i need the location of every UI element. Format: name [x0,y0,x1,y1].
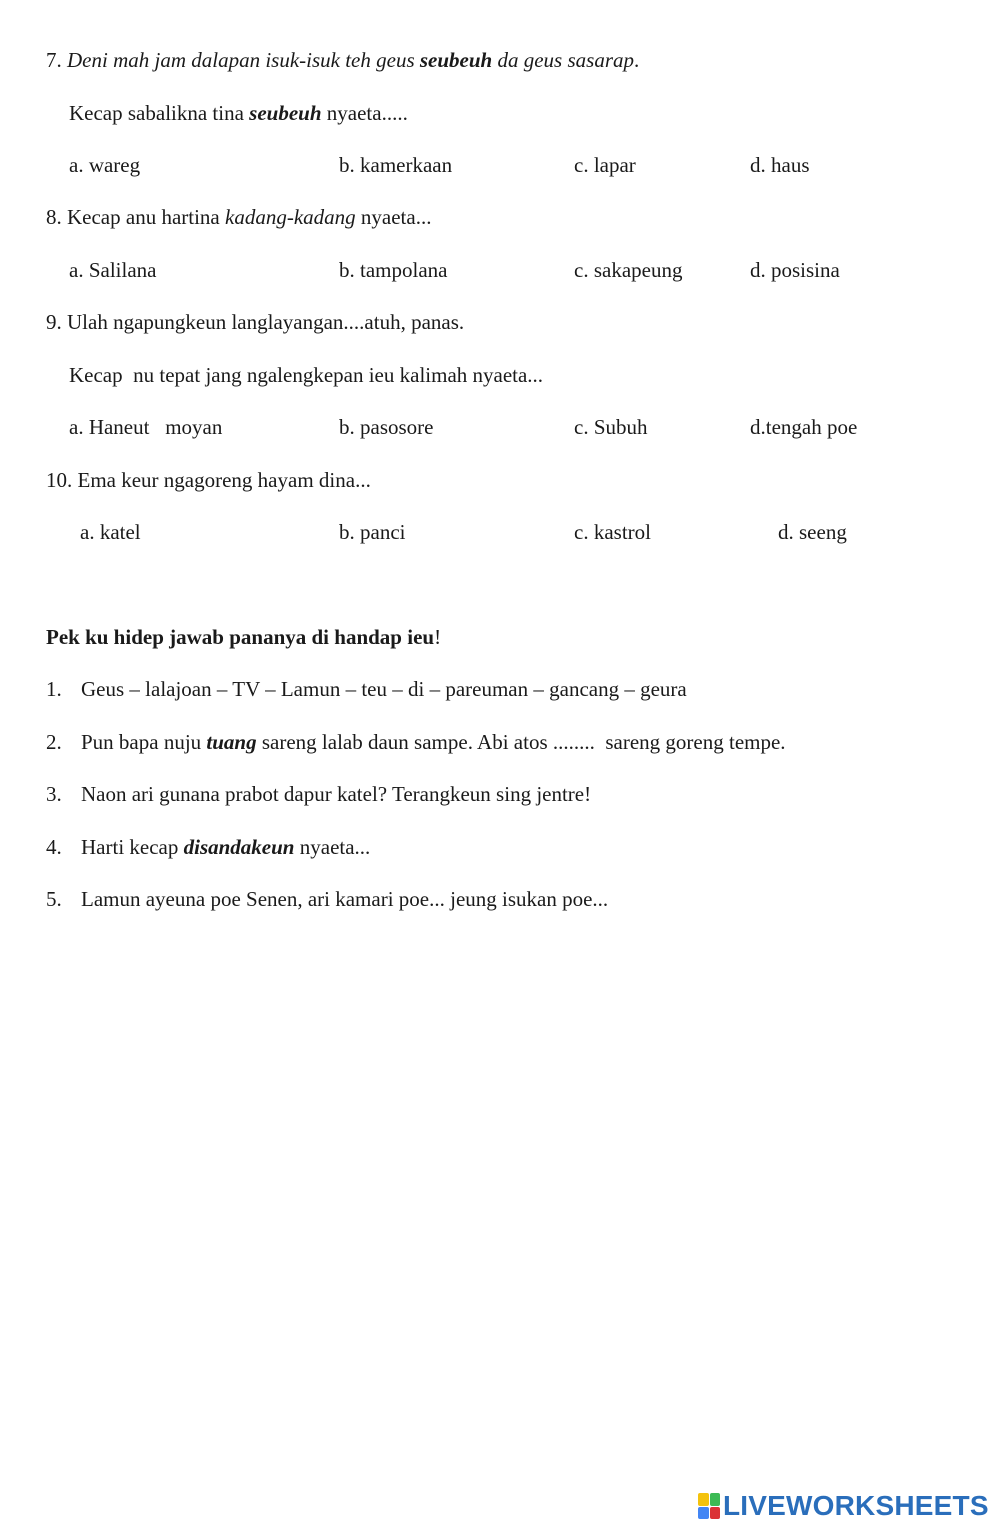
q9-sentence: 9. Ulah ngapungkeun langlayangan....atuh, panas. [46,310,465,334]
q7-sentence-end: . [634,48,640,72]
q10-option-c[interactable]: c. kastrol [574,520,651,544]
q7-option-b[interactable]: b. kamerkaan [339,153,453,177]
q8-option-b[interactable]: b. tampolana [339,258,448,282]
liveworksheets-logo-icon [698,1493,720,1519]
essay-item-4-part-b: nyaeta... [299,835,371,859]
liveworksheets-logo [698,1490,989,1522]
essay-heading-text: Pek ku hidep jawab pananya di handap ieu [46,625,435,649]
essay-item-4-text [81,835,370,859]
essay-item-2-number: 2. [46,730,62,754]
essay-item-2-text [81,730,786,754]
essay-item-2-part-a: Pun bapa nuju [81,730,202,754]
q8-prompt-part-b: nyaeta... [360,205,432,229]
liveworksheets-logo-text: LIVEWORKSHEETS [723,1490,989,1521]
q7-sentence-part-a: Deni mah jam dalapan isuk-isuk teh geus [67,48,415,72]
q7-keyword: seubeuh [419,48,493,72]
essay-item-1-number: 1. [46,677,62,701]
q7-number: 7. [46,48,62,72]
q8-option-c[interactable]: c. sakapeung [574,258,683,282]
essay-item-5-number: 5. [46,887,62,911]
q7-sentence [46,48,639,72]
essay-item-4-part-a: Harti kecap [81,835,179,859]
q9-prompt: Kecap nu tepat jang ngalengkepan ieu kalimah nyaeta... [69,363,544,387]
q10-option-a[interactable]: a. katel [80,520,141,544]
essay-item-3-number: 3. [46,782,62,806]
q10-option-d[interactable]: d. seeng [778,520,847,544]
q7-option-a[interactable]: a. wareg [69,153,141,177]
q9-option-c[interactable]: c. Subuh [574,415,648,439]
q7-option-d[interactable]: d. haus [750,153,810,177]
q8-prompt-part-a: 8. Kecap anu hartina [46,205,220,229]
q10-sentence: 10. Ema keur ngagoreng hayam dina... [46,468,371,492]
q10-option-b[interactable]: b. panci [339,520,406,544]
essay-item-4-keyword: disandakeun [183,835,295,859]
q9-option-b[interactable]: b. pasosore [339,415,434,439]
q7-prompt-keyword: seubeuh [249,101,322,125]
q7-prompt-part-a: Kecap sabalikna tina [69,101,244,125]
q8-option-a[interactable]: a. Salilana [69,258,157,282]
essay-item-2-keyword: tuang [206,730,257,754]
q8-prompt [46,205,431,229]
q7-sentence-part-b: da geus sasarap [497,48,634,72]
essay-heading-end: ! [434,625,442,649]
essay-item-5-text: Lamun ayeuna poe Senen, ari kamari poe... jeung isukan poe... [81,887,609,911]
q7-prompt-part-b: nyaeta..... [326,101,408,125]
q9-option-a[interactable]: a. Haneut moyan [69,415,223,439]
q7-option-c[interactable]: c. lapar [574,153,636,177]
q8-keyword: kadang-kadang [225,205,356,229]
essay-item-3-text: Naon ari gunana prabot dapur katel? Terangkeun sing jentre! [81,782,592,806]
q9-option-d[interactable]: d.tengah poe [750,415,858,439]
essay-item-4-number: 4. [46,835,62,859]
essay-item-2-part-b: sareng lalab daun sampe. Abi atos ........ sareng goreng tempe. [261,730,786,754]
essay-item-1-text: Geus – lalajoan – TV – Lamun – teu – di – pareuman – gancang – geura [81,677,687,701]
q7-prompt [69,101,408,125]
essay-heading [46,625,441,649]
q8-option-d[interactable]: d. posisina [750,258,840,282]
